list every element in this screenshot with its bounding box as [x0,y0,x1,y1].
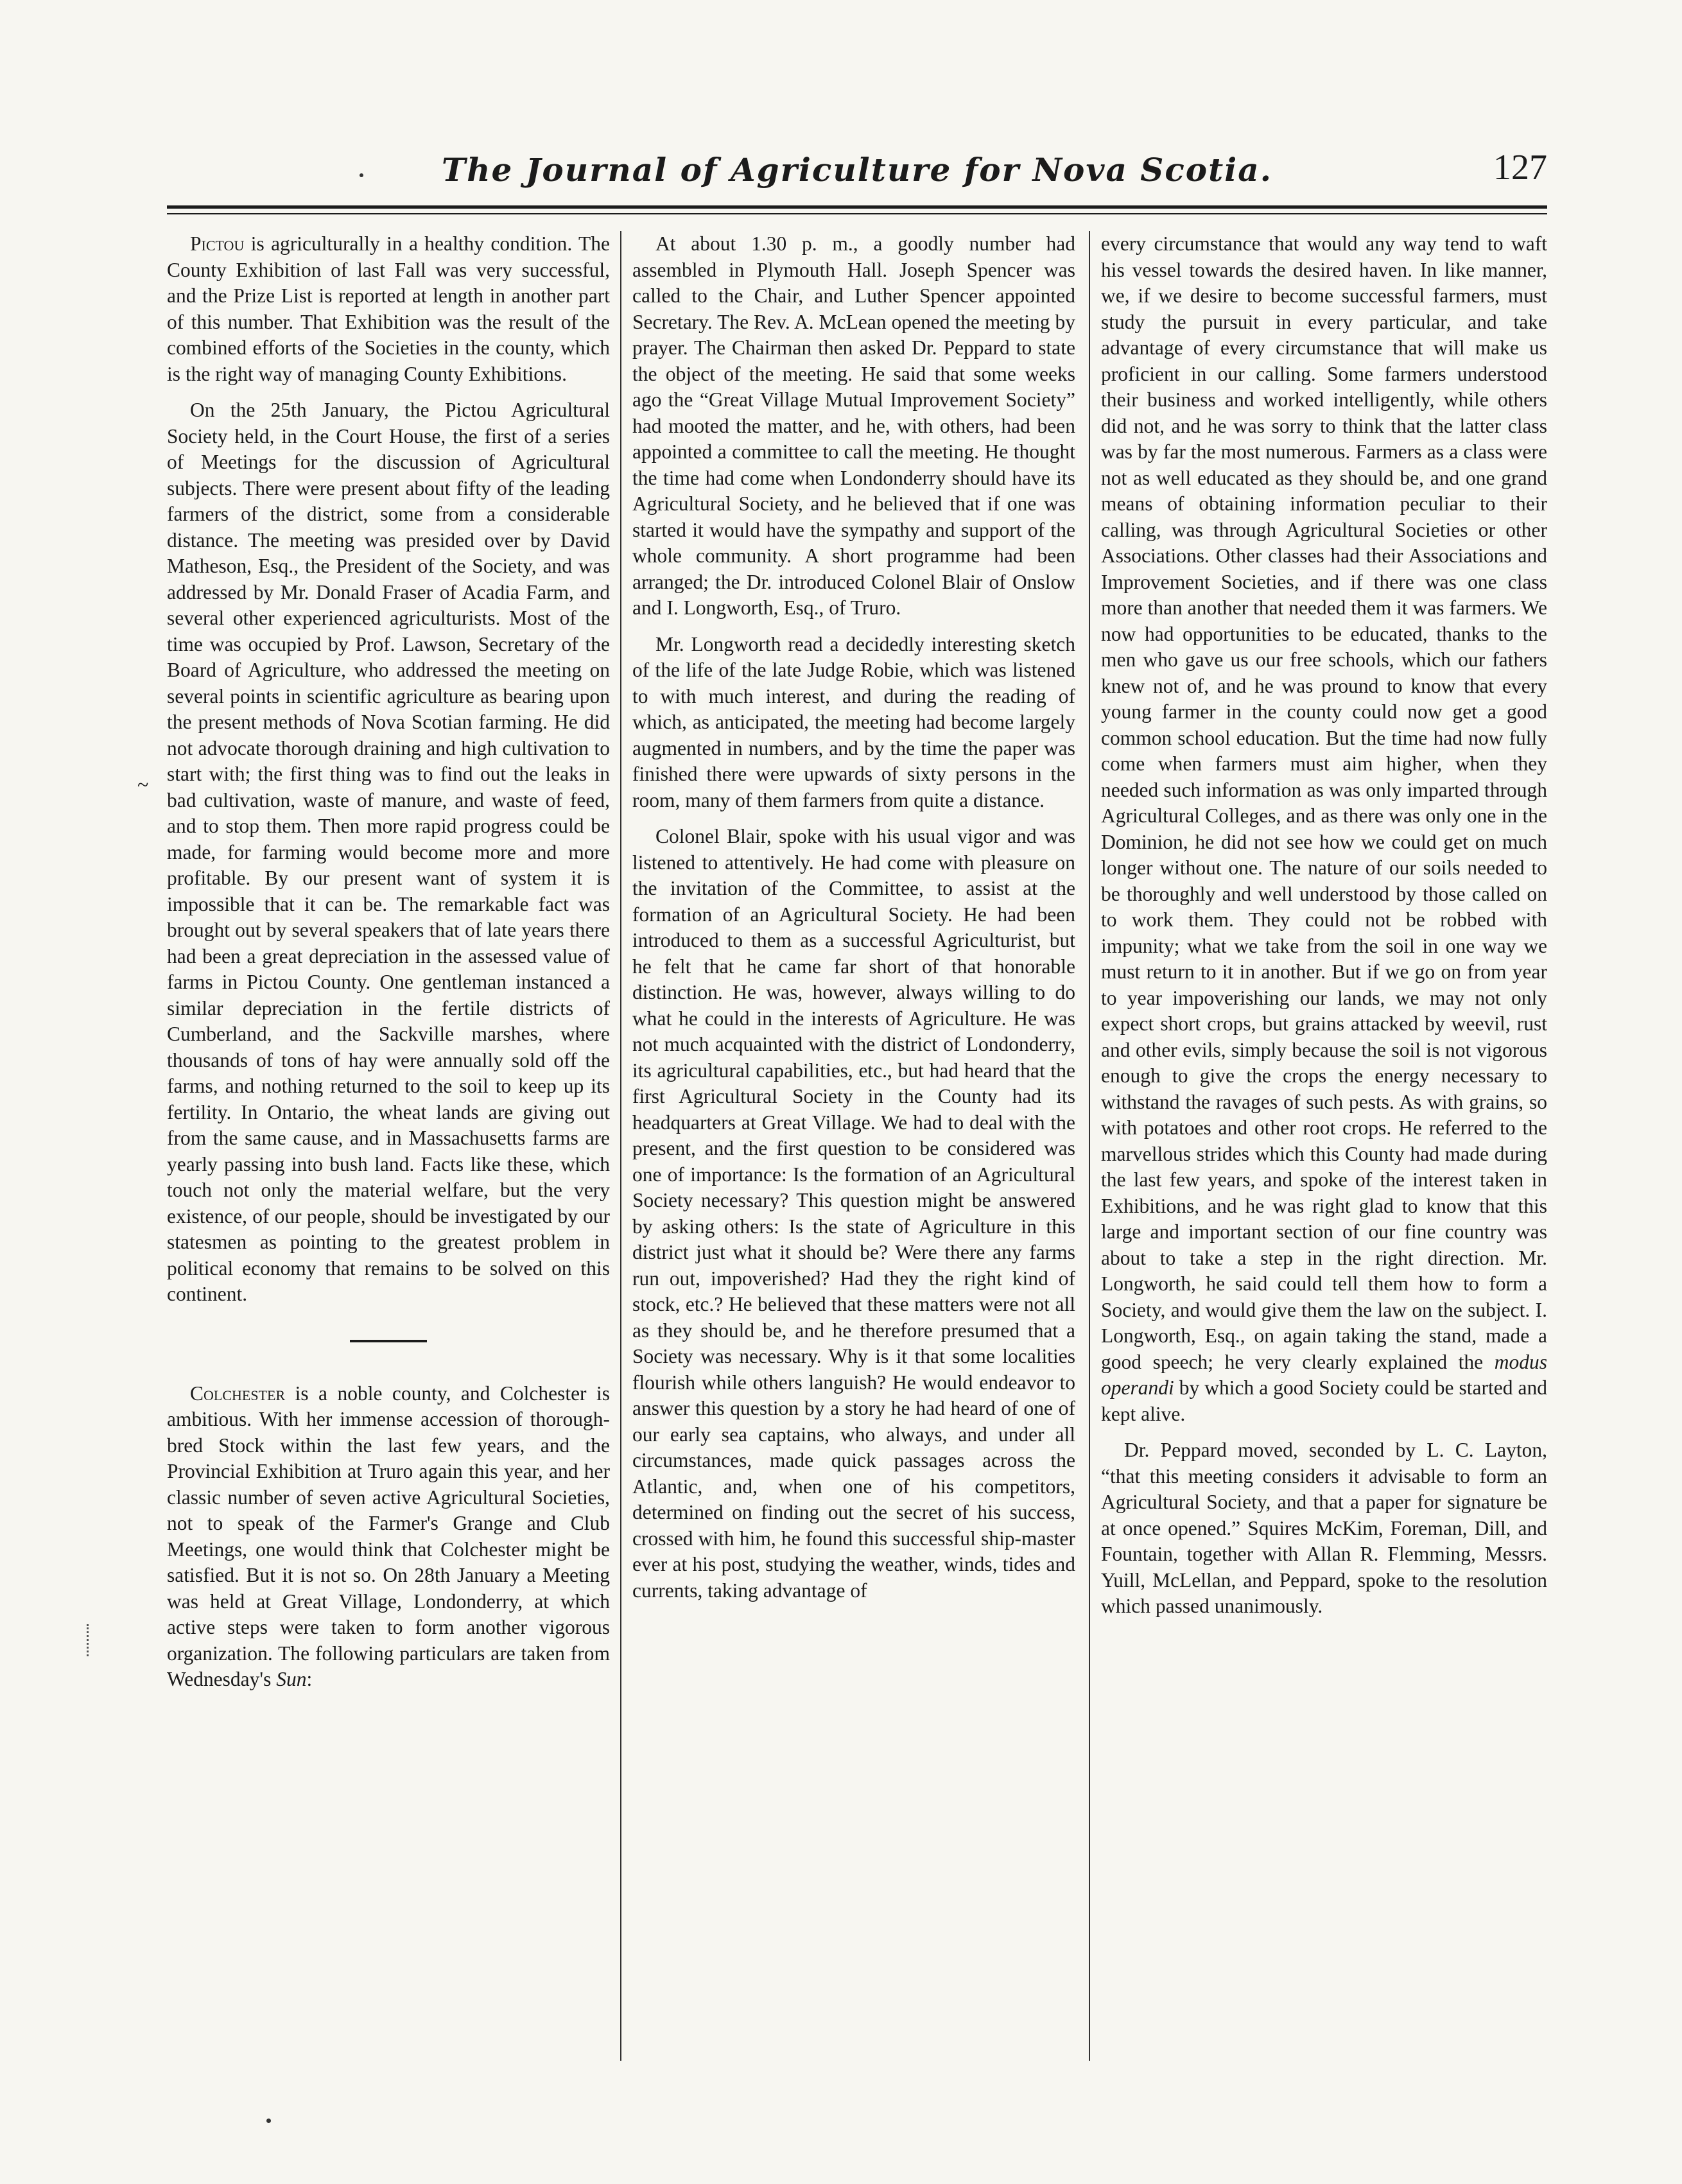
text-columns [167,231,1547,2112]
column-1 [167,231,610,1703]
footer-dot [266,2119,271,2123]
paragraph-text: is agriculturally in a healthy condition. The County Exhibition of last Fall was very successful, and the Prize List is reported at length in another part of this number. That Exhibition was the result of the combined efforts of the Societies in the county, which is the right way of managing County Exhibitions. [167,232,610,385]
paragraph-italic: modus operandi [1101,1350,1547,1399]
paragraph-text: Mr. Longworth read a decidedly interesting sketch of the life of the late Judge Robie, which was listened to with much interest, and during the reading of which, as anticipated, the meeting had become largely augmented in numbers, and by the time the paper was finished there were upwards of sixty persons in the room, many of them farmers from quite a distance. [632,632,1075,811]
running-title: The Journal of Agriculture for Nova Scotia. [441,151,1273,189]
header-rule-thin [167,213,1547,214]
paragraph-text: is a noble county, and Colchester is ambitious. With her immense accession of thorough-bred Stock within the last few years, and the Provincial Exhibition at Truro again this year, and her classic number of seven active Agricultural Societies, not to speak of the Farmer's Grange and Club Meetings, one would think that Colchester might be satisfied. But it is not so. On 28th January a Meeting was held at Great Village, Londonderry, at which active steps were taken to form another vigorous organization. The following particulars are taken from Wednesday's [167,1382,610,1690]
paragraph-lead: Pictou [190,232,245,255]
paragraph-lead: Colchester [190,1382,286,1405]
paragraph [632,824,1075,1604]
header-rule [167,205,1547,209]
margin-annotation: ~ [137,773,149,796]
paragraph [167,397,610,1308]
paragraph-text: Dr. Peppard moved, seconded by L. C. Layton, “that this meeting considers it advisable to form an Agricultural Society, and that a paper for signature be at once opened.” Squires McKim, Foreman, Dill, and Fountain, together with Allan R. Flemming, Messrs. Yuill, McLellan, and Peppard, spoke to the resolution which passed unanimously. [1101,1439,1547,1617]
column-divider [1089,231,1090,2061]
paragraph-text: every circumstance that would any way tend to waft his vessel towards the desired haven. In like manner, we, if we desire to become successful farmers, must study the pursuit in every particular, and take advantage of every circumstance that will make us proficient in our calling. Some farmers understood their business and worked intelligently, while others did not, and he was sorry to think that the latter class was by far the most numerous. Farmers as a class were not as well educated as they should be, and one grand means of obtaining information peculiar to their calling, was through Agricultural Societies or other Associations. Other classes had their Associations and Improvement Societies, and if there was one class more than another that needed them it was farmers. We now had opportunities to be educated, thanks to the men who gave us our free schools, which our fathers knew not of, and he was pround to know that every young farmer in the county could now get a good common school education. But the time had now fully come when farmers must aim higher, when they needed such information as was only imparted through Agricultural Colleges, and as there was only one in the Dominion, he did not see how we could get on much longer without one. The nature of our soils needed to be thoroughly and well understood by those called on to work them. They could not be robbed with impunity; what we take from the soil in one way we must return to it in another. But if we go on from year to year impoverishing our lands, we may not only expect short crops, but grains attacked by weevil, rust and other evils, simply because the soil is not vigorous enough to give the crops the energy necessary to withstand the ravages of such pests. As with grains, so with potatoes and other root crops. He referred to the marvellous strides which this County had made during the last few years, and spoke of the interest taken in Exhibitions, and he was right glad to know that this large and important section of our fine country was about to take a step in the right direction. Mr. Longworth, he said could tell them how to form a Society, and would give them the law on the subject. I. Longworth, Esq., on again taking the stand, made a good speech; he very clearly explained the [1101,232,1547,1373]
paragraph [1101,231,1547,1427]
margin-dots [87,1624,91,1656]
paragraph-text: At about 1.30 p. m., a goodly number had assembled in Plymouth Hall. Joseph Spencer was called to the Chair, and Luther Spencer appointed Secretary. The Rev. A. McLean opened the meeting by prayer. The Chairman then asked Dr. Peppard to state the object of the meeting. He said that some weeks ago the “Great Village Mutual Improvement Society” had mooted the matter, and he, with others, had been appointed a committee to call the meeting. He thought the time had come when Londonderry should have its Agricultural Society, and he believed that if one was started it would have the sympathy and support of the whole community. A short programme had been arranged; the Dr. introduced Colonel Blair of Onslow and I. Longworth, Esq., of Truro. [632,232,1075,619]
paragraph [167,1381,610,1693]
paragraph-text: Colonel Blair, spoke with his usual vigor and was listened to attentively. He had come with pleasure on the invitation of the Committee, to assist at the formation of an Agricultural Society. He had been introduced to them as a successful Agriculturist, but he felt that he came far short of that honorable distinction. He was, however, always willing to do what he could in the interests of Agriculture. He was not much acquainted with the district of Londonderry, its agricultural capabilities, etc., but had heard that the first Agricultural Society in the County had its headquarters at Great Village. We had to deal with the present, and the first question to be considered was one of importance: Is the formation of an Agricultural Society necessary? This question might be answered by asking others: Is the state of Agriculture in this district just what it should be? Were there any farms run out, impoverished? Had they the right kind of stock, etc.? He believed that these matters were not all as they should be, and he therefore presumed that a Society was necessary. Why is it that some localities flourish while others languish? He would endeavor to answer this question by a story he had heard of one of our early sea captains, who always, and under all circumstances, made quick passages across the Atlantic, and, when one of his competitors, determined on finding out the secret of his success, crossed with him, he found this successful ship-master ever at his post, studying the weather, winds, tides and currents, taking advantage of [632,825,1075,1602]
paragraph-italic: Sun [276,1668,307,1690]
paragraph-tail: by which a good Society could be started and kept alive. [1101,1376,1547,1425]
section-divider [350,1340,427,1342]
column-divider [620,231,621,2061]
header-dot [360,173,363,177]
paragraph-tail: : [306,1668,313,1690]
paragraph-text: On the 25th January, the Pictou Agricultural Society held, in the Court House, the first of a series of Meetings for the discussion of Agricultural subjects. There were present about fifty of the leading farmers of the district, some from a considerable distance. The meeting was presided over by David Matheson, Esq., the President of the Society, and was addressed by Mr. Donald Fraser of Acadia Farm, and several other experienced agriculturists. Most of the time was occupied by Prof. Lawson, Secretary of the Board of Agriculture, who addressed the meeting on several points in scientific agriculture as bearing upon the present methods of Nova Scotian farming. He did not advocate thorough draining and high cultivation to start with; the first thing was to find out the leaks in bad cultivation, waste of manure, and waste of feed, and to stop them. Then more rapid progress could be made, for farming would become more and more profitable. By our present want of system it is impossible that it can be. The remarkable fact was brought out by several speakers that of late years there had been a great depreciation in the assessed value of farms in Pictou County. One gentleman instanced a similar depreciation in the fertile districts of Cumberland, and the Sackville marshes, where thousands of tons of hay were annually sold off the farms, and nothing returned to the soil to keep up its fertility. In Ontario, the wheat lands are giving out from the same cause, and in Massachusetts farms are yearly passing into bush land. Facts like these, which touch not only the material welfare, but the very existence, of our people, should be investigated by our statesmen as pointing to the greatest problem in political economy that remains to be solved on this continent. [167,399,610,1305]
column-2 [632,231,1075,1614]
paragraph [167,231,610,387]
paragraph [632,231,1075,621]
column-3 [1101,231,1547,1630]
paragraph [1101,1437,1547,1620]
page-number: 127 [1493,148,1547,187]
paragraph [632,632,1075,814]
page-header [167,144,1547,202]
